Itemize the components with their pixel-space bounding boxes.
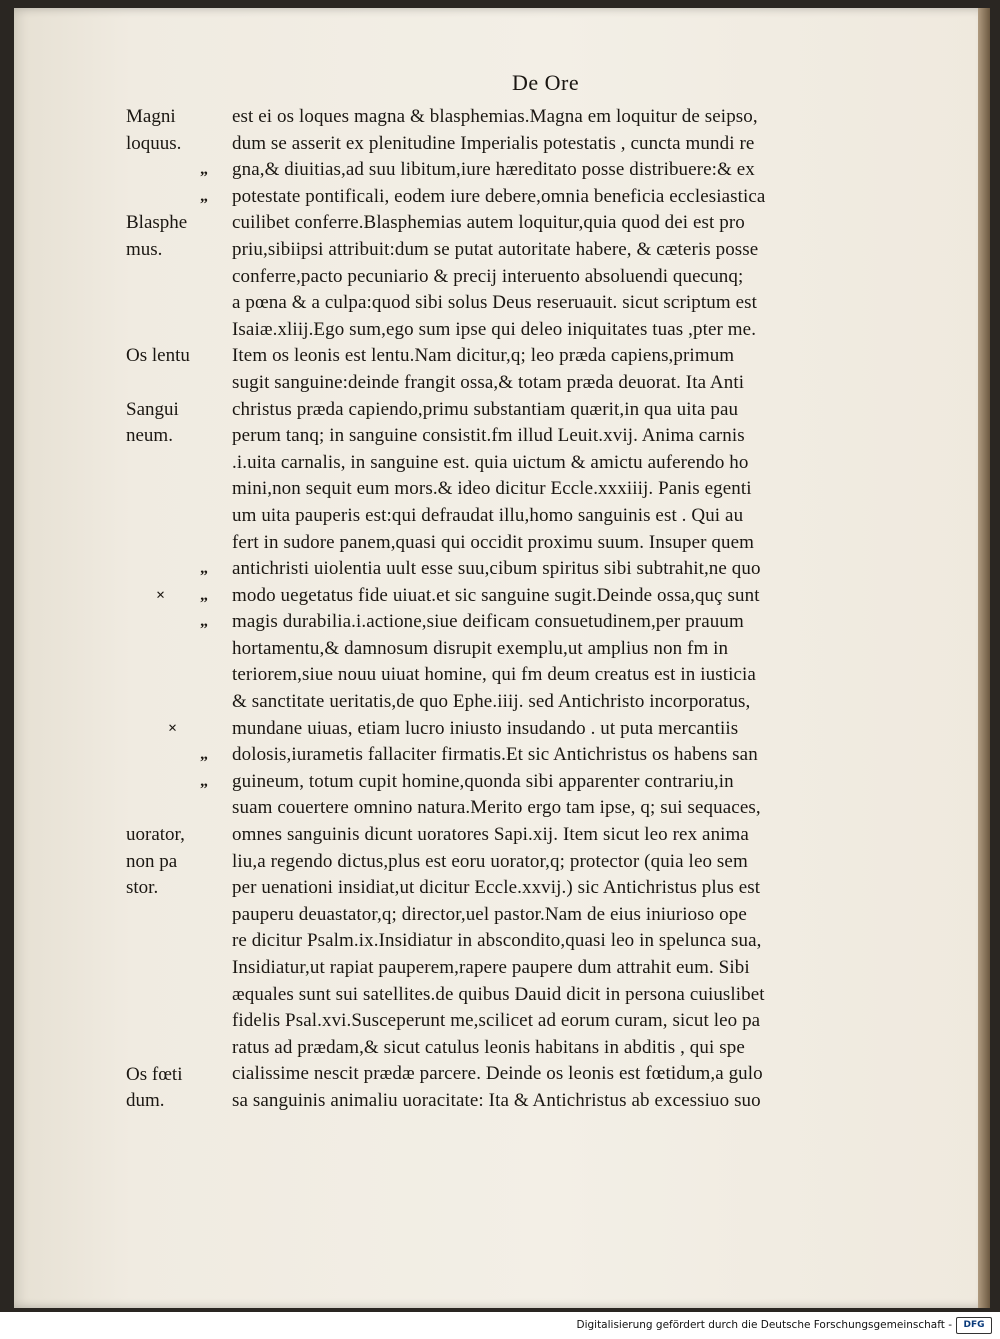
margin-mark-icon: „ <box>200 161 208 179</box>
text-line: guineum, totum cupit homine,quonda sibi apparenter contrariu,in <box>232 770 734 792</box>
text-line: antichristi uiolentia uult esse suu,cibum spiritus sibi subtrahit,ne quo <box>232 558 761 580</box>
text-line: dum se asserit ex plenitudine Imperialis potestatis , cuncta mundi re <box>232 132 755 154</box>
text-line: omnes sanguinis dicunt uoratores Sapi.xij. Item sicut leo rex anima <box>232 824 749 846</box>
text-line: magis durabilia.i.actione,siue deificam consuetudinem,per prauum <box>232 611 744 633</box>
text-line: Isaiæ.xliij.Ego sum,ego sum ipse qui deleo iniquitates tuas ,pter me. <box>232 318 757 340</box>
text-line: um uita pauperis est:qui defraudat illu,homo sanguinis est . Qui au <box>232 504 744 526</box>
text-line: pauperu deuastator,q; director,uel pastor.Nam de eius iniurioso ope <box>232 903 747 925</box>
funding-notice: Digitalisierung gefördert durch die Deutsche Forschungsgemeinschaft - <box>576 1319 952 1331</box>
margin-mark-icon: „ <box>200 773 208 790</box>
text-line: christus præda capiendo,primu substantiam quærit,in qua uita pau <box>232 398 739 420</box>
page-edge <box>978 8 990 1308</box>
text-line: fert in sudore panem,quasi qui occidit proximu suum. Insuper quem <box>232 531 755 553</box>
text-line: sa sanguinis animaliu uoracitate: Ita & Antichristus ab excessiuo suo <box>232 1089 761 1111</box>
text-line: per uenationi insidiat,ut dicitur Eccle.xxvij.) sic Antichristus plus est <box>232 877 761 899</box>
text-line: mundane uiuas, etiam lucro iniusto insudando . ut puta mercantiis <box>232 717 739 739</box>
text-line: suam couertere omnino natura.Merito ergo tam ipse, q; sui sequaces, <box>232 797 761 819</box>
text-line: perum tanq; in sanguine consistit.fm illud Leuit.xvij. Anima carnis <box>232 425 745 447</box>
text-line: cuilibet conferre.Blasphemias autem loquitur,quia quod dei est pro <box>232 212 745 234</box>
text-line: potestate pontificali, eodem iure debere,omnia beneficia ecclesiastica <box>232 185 766 207</box>
margin-mark-icon: „ <box>200 187 208 205</box>
text-line: gna,& diuitias,ad suu libitum,iure hæreditato posse distribuere:& ex <box>232 159 755 181</box>
margin-note: Os fœti <box>126 1063 183 1085</box>
margin-mark-icon: „ <box>200 586 208 604</box>
margin-note: Magni <box>126 106 176 127</box>
text-line: conferre,pacto pecuniario & precij interuento absoluendi quecunq; <box>232 265 744 287</box>
margin-mark-icon: × <box>156 586 166 604</box>
body-text-block <box>232 104 932 1115</box>
text-line: modo uegetatus fide uiuat.et sic sanguine sugit.Deinde ossa,quç sunt <box>232 584 760 606</box>
text-line: sugit sanguine:deinde frangit ossa,& totam præda deuorat. Ita Anti <box>232 371 745 393</box>
margin-mark-icon: „ <box>200 560 208 578</box>
text-line: .i.uita carnalis, in sanguine est. quia uictum & amictu auferendo ho <box>232 451 749 473</box>
margin-note: Os lentu <box>126 345 190 367</box>
margin-note: mus. <box>126 239 163 260</box>
margin-mark-icon: „ <box>200 613 208 631</box>
margin-note: Sangui <box>126 398 179 420</box>
margin-note: uorator, <box>126 824 185 846</box>
text-line: re dicitur Psalm.ix.Insidiatur in abscondito,quasi leo in spelunca sua, <box>232 930 762 952</box>
margin-mark-icon: „ <box>200 746 208 764</box>
text-line: hortamentu,& damnosum disrupit exemplu,ut amplius non fm in <box>232 637 729 659</box>
text-line: priu,sibiipsi attribuit:dum se putat autoritate habere, & cæteris posse <box>232 238 759 260</box>
margin-note: dum. <box>126 1090 165 1112</box>
text-line: & sanctitate ueritatis,de quo Ephe.iiij. sed Antichristo incorporatus, <box>232 691 751 713</box>
text-line: æquales sunt sui satellites.de quibus Dauid dicit in persona cuiuslibet <box>232 983 765 1005</box>
margin-note: Blasphe <box>126 212 188 234</box>
dfg-logo-icon: DFG <box>956 1317 992 1334</box>
margin-note: loquus. <box>126 132 182 154</box>
text-line: teriorem,siue nouu uiuat homine, qui fm deum creatus est in iusticia <box>232 664 756 686</box>
text-line: liu,a regendo dictus,plus est eoru uorator,q; protector (quia leo sem <box>232 850 748 872</box>
margin-note: non pa <box>126 850 178 872</box>
footer-bar <box>0 1312 1000 1339</box>
text-line: Insidiatur,ut rapiat pauperem,rapere paupere dum attrahit eum. Sibi <box>232 957 750 978</box>
text-line: dolosis,iurametis fallaciter firmatis.Et sic Antichristus os habens san <box>232 744 758 766</box>
running-head: De Ore <box>512 70 580 95</box>
margin-mark-icon: × <box>168 719 178 737</box>
text-line: a pœna & a culpa:quod sibi solus Deus reseruauit. sicut scriptum est <box>232 292 757 314</box>
text-line: ratus ad prædam,& sicut catulus leonis habitans in abditis , qui spe <box>232 1036 745 1058</box>
text-line: Item os leonis est lentu.Nam dicitur,q; leo præda capiens,primum <box>232 345 735 367</box>
text-line: cialissime nescit prædæ parcere. Deinde os leonis est fœtidum,a gulo <box>232 1063 763 1085</box>
margin-note: neum. <box>126 425 173 447</box>
text-line: fidelis Psal.xvi.Susceperunt me,scilicet ad eorum curam, sicut leo pa <box>232 1010 761 1032</box>
margin-note: stor. <box>126 877 159 899</box>
text-line: mini,non sequit eum mors.& ideo dicitur Eccle.xxxiiij. Panis egenti <box>232 478 752 500</box>
text-line: est ei os loques magna & blasphemias.Magna em loquitur de seipso, <box>232 106 758 127</box>
